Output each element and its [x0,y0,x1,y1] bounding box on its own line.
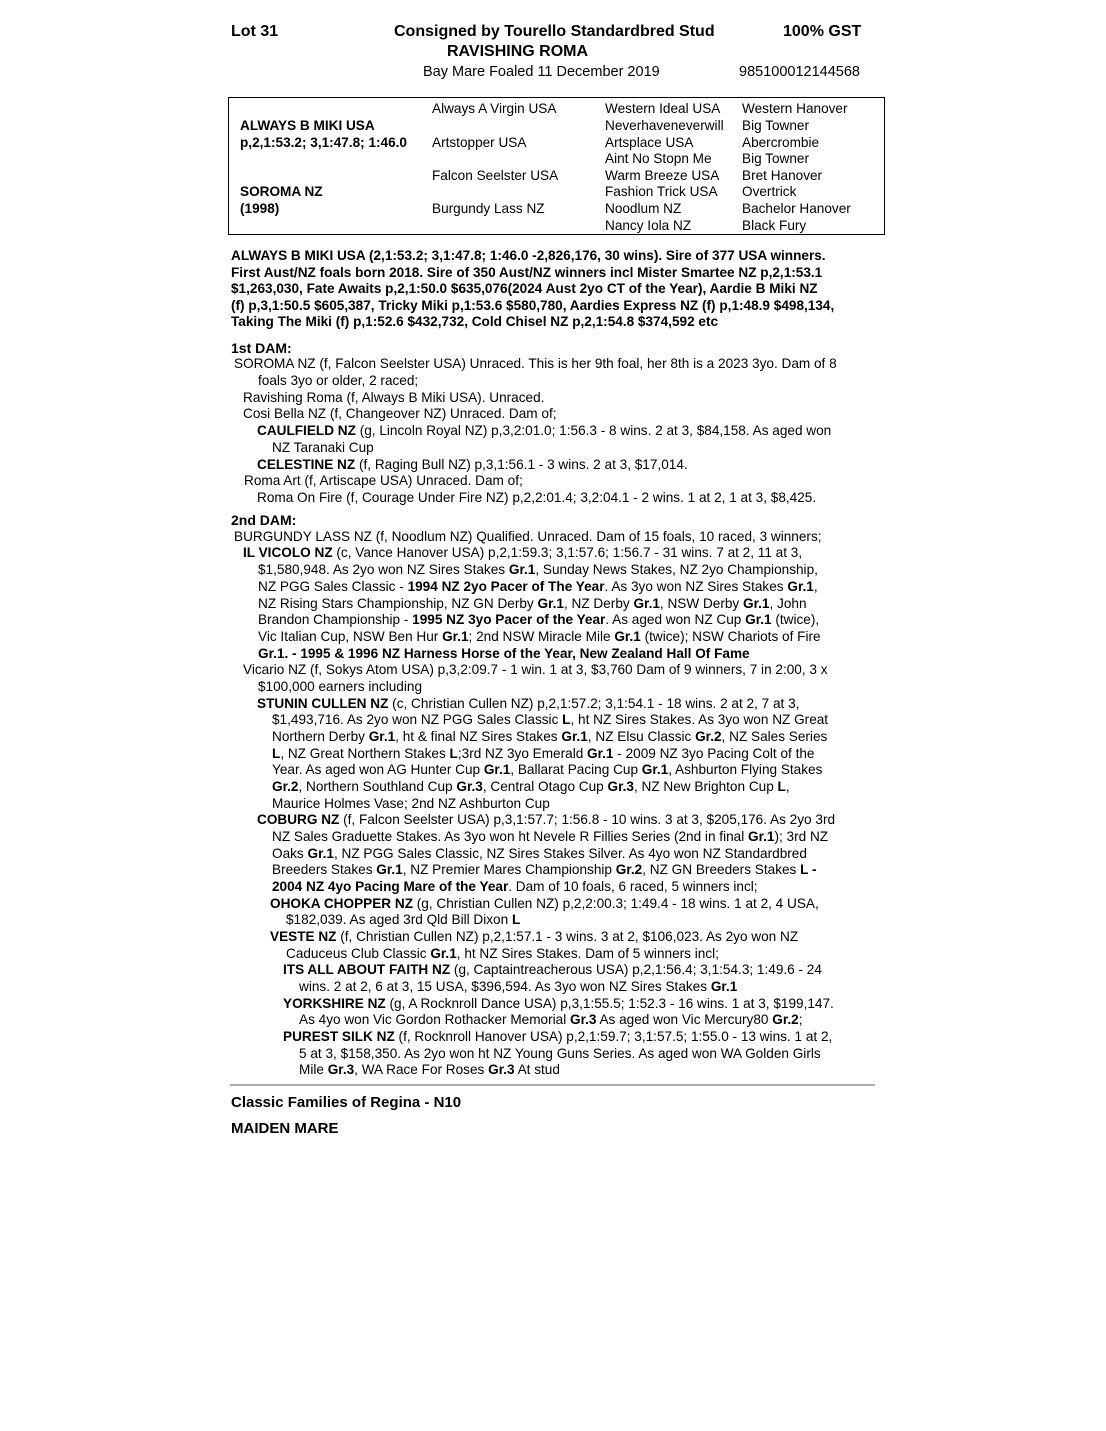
pedigree-gen2: Artstopper USA [432,135,527,150]
foal-yorkshire: YORKSHIRE NZ (g, A Rocknroll Dance USA) p,3,1:55.5; 1:52.3 - 16 wins. 1 at 3, $199,147. [283,996,834,1011]
foal-coburg-line: Oaks Gr.1, NZ PGG Sales Classic, NZ Sires Stakes Silver. As 4yo won NZ Standardbred [272,846,807,861]
foal-il-vicolo-line: Vic Italian Cup, NSW Ben Hur Gr.1; 2nd NSW Miracle Mile Gr.1 (twice); NSW Chariots of Fire [258,629,821,644]
sire-summary-line: $1,263,030, Fate Awaits p,2,1:50.0 $635,076(2024 Aust 2yo CT of the Year), Aardie B Miki NZ [231,281,818,296]
foal-ohoka-line: $182,039. As aged 3rd Qld Bill Dixon L [286,912,521,927]
pedigree-gen2: Burgundy Lass NZ [432,201,545,216]
foal-stunin-line: Maurice Holmes Vase; 2nd NZ Ashburton Cup [272,796,550,811]
foal-stunin-line: Year. As aged won AG Hunter Cup Gr.1, Ballarat Pacing Cup Gr.1, Ashburton Flying Stakes [272,762,823,777]
first-dam-heading: 1st DAM: [231,340,292,356]
pedigree-gen4: Bret Hanover [742,168,823,183]
pedigree-gen4: Black Fury [742,218,807,233]
sire-name: ALWAYS B MIKI USA [240,118,375,133]
foal-its-all-line: wins. 2 at 2, 6 at 3, 15 USA, $396,594. As 3yo won NZ Sires Stakes Gr.1 [299,979,738,994]
foal-coburg-line: 2004 NZ 4yo Pacing Mare of the Year. Dam of 10 foals, 6 raced, 5 winners incl; [272,879,758,894]
pedigree-gen3: Neverhaveneverwill [605,118,724,133]
breeding-status: MAIDEN MARE [231,1120,339,1137]
foal-yorkshire-line: As 4yo won Vic Gordon Rothacker Memorial Gr.3 As aged won Vic Mercury80 Gr.2; [299,1012,803,1027]
foal-coburg-line: Breeders Stakes Gr.1, NZ Premier Mares Championship Gr.2, NZ GN Breeders Stakes L - [272,862,817,877]
pedigree-gen3: Noodlum NZ [605,201,682,216]
pedigree-gen3: Aint No Stopn Me [605,151,712,166]
pedigree-gen4: Western Hanover [742,101,848,116]
foal-il-vicolo-line: $1,580,948. As 2yo won NZ Sires Stakes Gr.1, Sunday News Stakes, NZ 2yo Championship, [258,562,818,577]
sire-record: p,2,1:53.2; 3,1:47.8; 1:46.0 [240,135,407,150]
foal-il-vicolo-line: NZ Rising Stars Championship, NZ GN Derby Gr.1, NZ Derby Gr.1, NSW Derby Gr.1, John [258,596,807,611]
pedigree-gen2: Falcon Seelster USA [432,168,559,183]
pedigree-table [228,97,885,235]
pedigree-gen4: Bachelor Hanover [742,201,851,216]
horse-description: Bay Mare Foaled 11 December 2019 [423,64,660,80]
foal-celestine: CELESTINE NZ (f, Raging Bull NZ) p,3,1:56.1 - 3 wins. 2 at 3, $17,014. [257,457,688,472]
foal-veste: VESTE NZ (f, Christian Cullen NZ) p,2,1:57.1 - 3 wins. 3 at 2, $106,023. As 2yo won NZ [270,929,799,944]
consignor: Consigned by Tourello Standardbred Stud [394,23,715,40]
gst-status: 100% GST [783,23,862,40]
foal-coburg: COBURG NZ (f, Falcon Seelster USA) p,3,1:57.7; 1:56.8 - 10 wins. 3 at 3, $205,176. As 2yo 3rd [257,812,836,827]
dam-burgundy-lass: BURGUNDY LASS NZ (f, Noodlum NZ) Qualified. Unraced. Dam of 15 foals, 10 raced, 3 winners; [234,529,822,544]
foal-stunin-line: L, NZ Great Northern Stakes L;3rd NZ 3yo Emerald Gr.1 - 2009 NZ 3yo Pacing Colt of the [272,746,815,761]
family-line: Classic Families of Regina - N10 [231,1094,462,1111]
foal-vicario: Vicario NZ (f, Sokys Atom USA) p,3,2:09.7 - 1 win. 1 at 3, $3,760 Dam of 9 winners, 7 in 2:00, 3 x [243,662,828,677]
pedigree-gen4: Abercrombie [742,135,820,150]
foal-il-vicolo-line: NZ PGG Sales Classic - 1994 NZ 2yo Pacer of The Year. As 3yo won NZ Sires Stakes Gr.1, [258,579,818,594]
foal-ravishing-roma: Ravishing Roma (f, Always B Miki USA). Unraced. [243,390,545,405]
foal-veste-line: Caduceus Club Classic Gr.1, ht NZ Sires Stakes. Dam of 5 winners incl; [286,946,719,961]
foal-purest-silk: PUREST SILK NZ (f, Rocknroll Hanover USA) p,2,1:59.7; 3,1:57.5; 1:55.0 - 13 wins. 1 at 2, [283,1029,833,1044]
foal-stunin-line: Northern Derby Gr.1, ht & final NZ Sires Stakes Gr.1, NZ Elsu Classic Gr.2, NZ Sales Series [272,729,828,744]
pedigree-gen3: Artsplace USA [605,135,694,150]
pedigree-gen4: Big Towner [742,151,809,166]
section-divider [230,1084,875,1086]
dam-name: SOROMA NZ [240,184,323,199]
foal-caulfield-cont: NZ Taranaki Cup [272,440,374,455]
pedigree-gen2: Always A Virgin USA [432,101,557,116]
pedigree-gen4: Overtrick [742,184,797,199]
foal-stunin-line: Gr.2, Northern Southland Cup Gr.3, Central Otago Cup Gr.3, NZ New Brighton Cup L, [272,779,790,794]
foal-il-vicolo-line: Brandon Championship - 1995 NZ 3yo Pacer of the Year. As aged won NZ Cup Gr.1 (twice), [258,612,820,627]
sire-summary-line: Taking The Miki (f) p,1:52.6 $432,732, Cold Chisel NZ p,2,1:54.8 $374,592 etc [231,314,719,329]
foal-vicario-cont: $100,000 earners including [258,679,423,694]
dam-soroma-cont: foals 3yo or older, 2 raced; [258,373,419,388]
foal-its-all-about-faith: ITS ALL ABOUT FAITH NZ (g, Captaintreacherous USA) p,2,1:56.4; 3,1:54.3; 1:49.6 - 24 [283,962,822,977]
lot-number: Lot 31 [231,23,279,40]
sire-summary-line: ALWAYS B MIKI USA (2,1:53.2; 3,1:47.8; 1:46.0 -2,826,176, 30 wins). Sire of 377 USA winners. [231,248,826,263]
sire-summary-line: First Aust/NZ foals born 2018. Sire of 350 Aust/NZ winners incl Mister Smartee NZ p,2,1:53.1 [231,265,823,280]
foal-stunin-line: $1,493,716. As 2yo won NZ PGG Sales Classic L, ht NZ Sires Stakes. As 3yo won NZ Great [272,712,829,727]
foal-roma-art: Roma Art (f, Artiscape USA) Unraced. Dam of; [244,473,523,488]
foal-roma-on-fire: Roma On Fire (f, Courage Under Fire NZ) p,2,2:01.4; 3,2:04.1 - 2 wins. 1 at 2, 1 at 3, $8,425. [257,490,817,505]
pedigree-gen3: Western Ideal USA [605,101,721,116]
second-dam-heading: 2nd DAM: [231,512,297,528]
sire-summary-line: (f) p,3,1:50.5 $605,387, Tricky Miki p,1:53.6 $580,780, Aardies Express NZ (f) p,1:48.9 $498,134, [231,298,835,313]
foal-cosi-bella: Cosi Bella NZ (f, Changeover NZ) Unraced. Dam of; [243,406,557,421]
foal-il-vicolo-line: Gr.1. - 1995 & 1996 NZ Harness Horse of the Year, New Zealand Hall Of Fame [258,646,750,661]
foal-coburg-line: NZ Sales Graduette Stakes. As 3yo won ht Nevele R Fillies Series (2nd in final Gr.1); 3rd NZ [272,829,829,844]
foal-purest-line: Mile Gr.3, WA Race For Roses Gr.3 At stud [299,1062,560,1077]
dam-soroma: SOROMA NZ (f, Falcon Seelster USA) Unraced. This is her 9th foal, her 8th is a 2023 3yo. Dam of 8 [234,356,837,371]
foal-purest-line: 5 at 3, $158,350. As 2yo won ht NZ Young Guns Series. As aged won WA Golden Girls [299,1046,821,1061]
foal-il-vicolo: IL VICOLO NZ (c, Vance Hanover USA) p,2,1:59.3; 3,1:57.6; 1:56.7 - 31 wins. 7 at 2, 11 at 3, [243,545,803,560]
pedigree-gen4: Big Towner [742,118,809,133]
foal-caulfield: CAULFIELD NZ (g, Lincoln Royal NZ) p,3,2:01.0; 1:56.3 - 8 wins. 2 at 3, $84,158. As aged won [257,423,832,438]
horse-name: RAVISHING ROMA [447,43,589,60]
pedigree-gen3: Warm Breeze USA [605,168,720,183]
pedigree-gen3: Nancy Iola NZ [605,218,692,233]
foal-stunin-cullen: STUNIN CULLEN NZ (c, Christian Cullen NZ) p,2,1:57.2; 3,1:54.1 - 18 wins. 2 at 2, 7 at 3, [257,696,800,711]
dam-year: (1998) [240,201,280,216]
foal-ohoka-chopper: OHOKA CHOPPER NZ (g, Christian Cullen NZ) p,2,2:00.3; 1:49.4 - 18 wins. 1 at 2, 4 USA, [270,896,819,911]
pedigree-gen3: Fashion Trick USA [605,184,718,199]
microchip-number: 985100012144568 [739,64,860,80]
